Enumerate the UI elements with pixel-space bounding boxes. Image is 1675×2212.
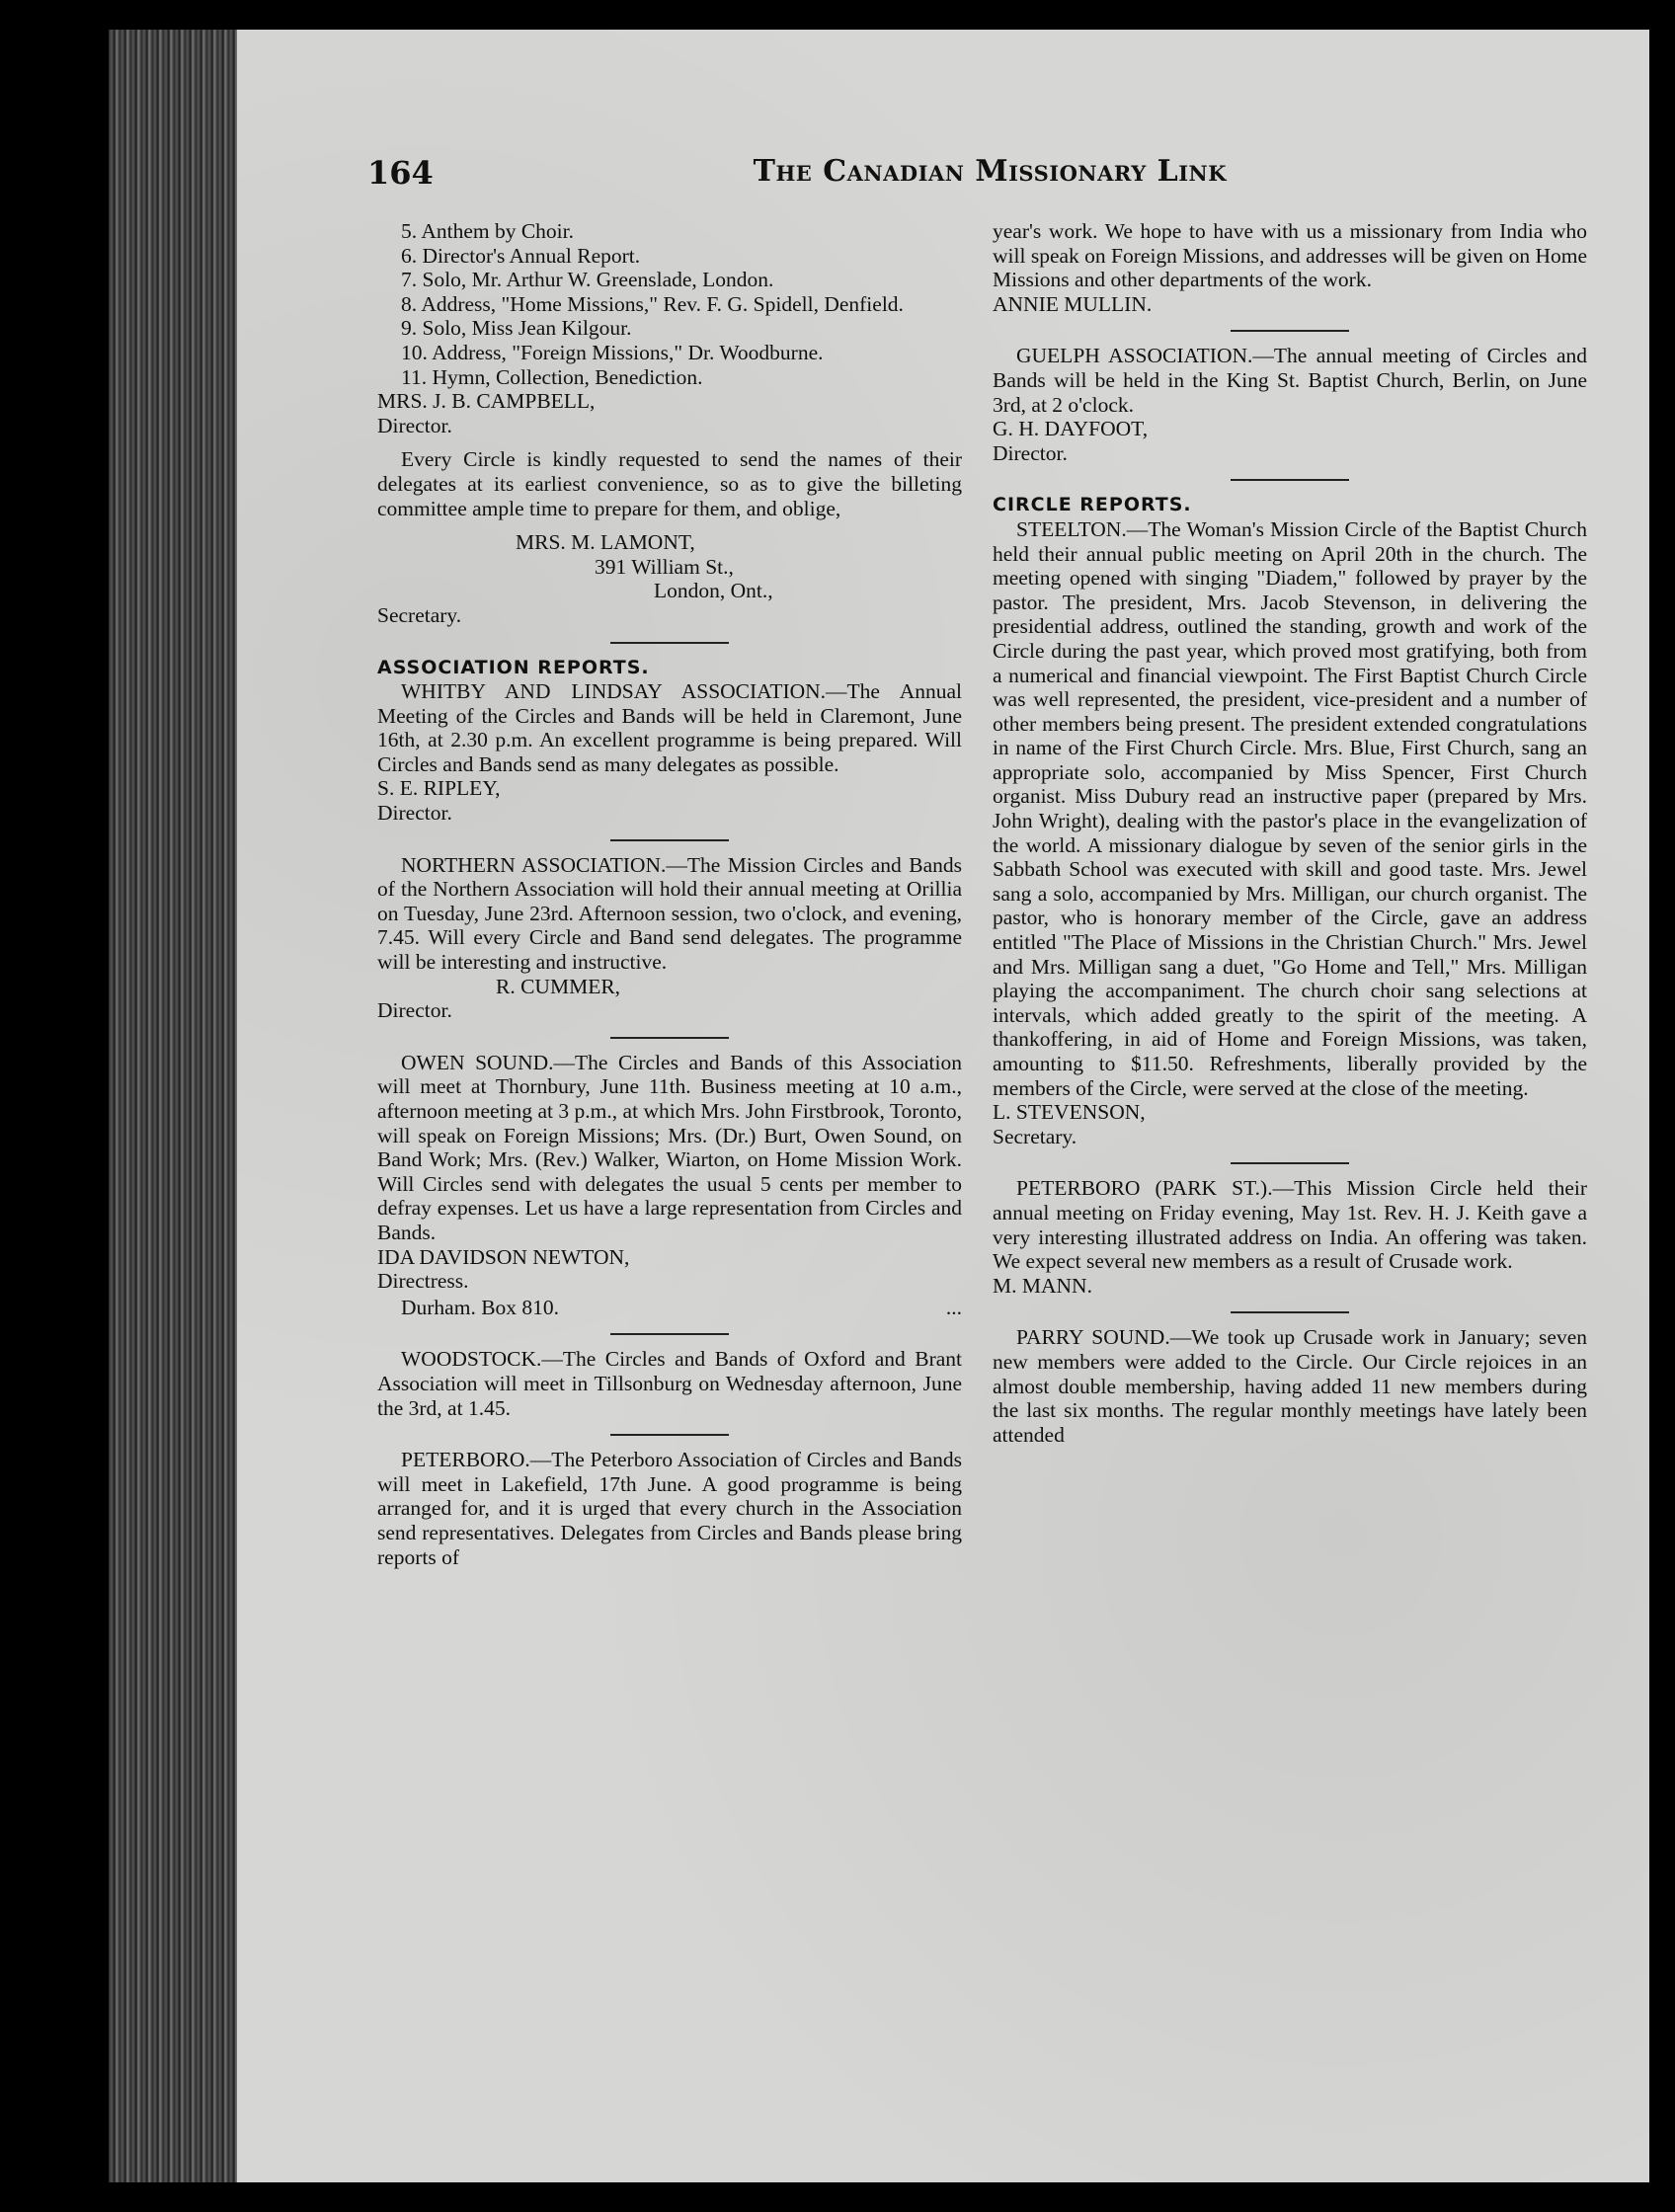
section-heading: CIRCLE REPORTS. — [993, 494, 1192, 516]
signature-title: Director. — [377, 413, 452, 437]
divider — [610, 1434, 729, 1436]
signature-name: R. CUMMER, — [496, 974, 621, 998]
signature-name: L. STEVENSON, — [993, 1100, 1146, 1125]
program-item: 5. Anthem by Choir. — [401, 219, 574, 243]
address-line: Durham. Box 810. — [401, 1295, 560, 1319]
paragraph: year's work. We hope to have with us a missionary from India who will speak on Foreign Missions, and addresses will be given on Home Missions and other departments of the work. — [993, 219, 1587, 292]
signature-title: Directress. — [377, 1269, 469, 1294]
signature-title: Director. — [377, 801, 452, 826]
signature-name: M. MANN. — [993, 1273, 1092, 1298]
paragraph: OWEN SOUND.—The Circles and Bands of this Association will meet at Thornbury, June 11th. Business meeting at 10 a.m., afternoon meeting at 3 p.m., at which Mrs. John Firstbrook, Toronto, will speak on Foreign Missions; Mrs. (Dr.) Burt, Owen Sound, on Band Work; Mrs. (Rev.) Walker, Wiarton, on Home Mission Work. Will Circles send with delegates the usual 5 cents per member to defray expenses. Let us have a large representation from Circles and Bands. — [377, 1050, 962, 1244]
divider — [1231, 479, 1349, 481]
divider — [610, 642, 729, 644]
signature-name: IDA DAVIDSON NEWTON, — [377, 1244, 630, 1269]
signature-name: G. H. DAYFOOT, — [993, 417, 1149, 441]
signature-name: S. E. RIPLEY, — [377, 776, 501, 801]
address-line: 391 William St., — [595, 554, 734, 579]
signature-name: ANNIE MULLIN. — [993, 291, 1153, 316]
paragraph: PETERBORO (PARK ST.).—This Mission Circle held their annual meeting on Friday evening, May 1st. Rev. H. J. Keith gave a very interesting illustrated address on India. An offering was taken. We expect several new members as a result of Crusade work. — [993, 1176, 1587, 1274]
program-item: 10. Address, "Foreign Missions," Dr. Woodburne. — [401, 340, 824, 364]
page-number: 164 — [367, 154, 434, 192]
divider — [1231, 1162, 1349, 1164]
journal-title: The Canadian Missionary Link — [753, 154, 1227, 189]
paragraph: STEELTON.—The Woman's Mission Circle of the Baptist Church held their annual public meeting on April 20th in the church. The meeting opened with singing "Diadem," followed by prayer by the pastor. The president, Mrs. Jacob Stevenson, in delivering the presidential address, outlined the standing, growth and work of the Circle during the past year, which proved most gratifying, both from a numerical and financial viewpoint. The First Baptist Church Circle was well represented, the president, vice-president and a number of other members being present. The president extended congratulations in name of the First Church Circle. Mrs. Blue, First Church, sang an appropriate solo, accompanied by Miss Spencer, First Church organist. Miss Dubury read an instructive paper (prepared by Mrs. John Wright), dealing with the pastor's place in the evangelization of the world. A missionary dialogue by seven of the senior girls in the Sabbath School was executed with skill and good taste. Mrs. Jewel sang a solo, accompanied by Mrs. Milligan, our church organist. The pastor, who is honorary member of the Circle, gave an address entitled "The Place of Missions in the Christian Church." Mrs. Jewel and Mrs. Milligan sang a duet, "Go Home and Tell," Mrs. Milligan playing the accompaniment. The church choir sang selections at intervals, which added greatly to the spirit of the meeting. A thankoffering, in aid of Home and Foreign Missions, was taken, amounting to $11.50. Refreshments, liberally provided by the members of the Circle, were served at the close of the meeting. — [993, 516, 1587, 1100]
ellipsis: ... — [945, 1295, 962, 1319]
section-heading: ASSOCIATION REPORTS. — [377, 656, 650, 678]
signature-title: Secretary. — [993, 1124, 1077, 1148]
program-item: 9. Solo, Miss Jean Kilgour. — [401, 316, 632, 341]
program-item: 6. Director's Annual Report. — [401, 243, 641, 268]
divider — [610, 1037, 729, 1039]
signature-title: Director. — [377, 998, 452, 1023]
paragraph: PARRY SOUND.—We took up Crusade work in January; seven new members were added to the Circle. Our Circle rejoices in an almost double membership, having added 11 new members during the last six months. The regular monthly meetings have lately been attended — [993, 1325, 1587, 1447]
signature-title: Secretary. — [377, 602, 462, 627]
divider — [1231, 1311, 1349, 1313]
divider — [610, 1333, 729, 1335]
paragraph: GUELPH ASSOCIATION.—The annual meeting of Circles and Bands will be held in the King St. Baptist Church, Berlin, on June 3rd, at 2 o'clock. — [993, 344, 1587, 417]
signature-name: MRS. J. B. CAMPBELL, — [377, 389, 596, 414]
book-binding-edge — [109, 30, 237, 2182]
address-line: London, Ont., — [654, 579, 773, 603]
paragraph: Every Circle is kindly requested to send the names of their delegates at its earliest convenience, so as to give the billeting committee ample time to prepare for them, and oblige, — [377, 447, 962, 520]
divider — [1231, 330, 1349, 332]
paragraph: PETERBORO.—The Peterboro Association of Circles and Bands will meet in Lakefield, 17th June. A good programme is being arranged for, and it is urged that every church in the Association send representatives. Delegates from Circles and Bands please bring reports of — [377, 1448, 962, 1569]
page-header — [367, 148, 1227, 198]
program-item: 8. Address, "Home Missions," Rev. F. G. Spidell, Denfield. — [401, 291, 904, 316]
right-column — [993, 219, 1587, 1447]
left-column — [377, 219, 962, 1569]
program-item: 11. Hymn, Collection, Benediction. — [401, 364, 703, 389]
signature-title: Director. — [993, 440, 1068, 465]
divider — [610, 839, 729, 841]
paragraph: WOODSTOCK.—The Circles and Bands of Oxford and Brant Association will meet in Tillsonburg on Wednesday afternoon, June the 3rd, at 1.45. — [377, 1347, 962, 1420]
paragraph: NORTHERN ASSOCIATION.—The Mission Circles and Bands of the Northern Association will hold their annual meeting at Orillia on Tuesday, June 23rd. Afternoon session, two o'clock, and evening, 7.45. Will every Circle and Band send delegates. The programme will be interesting and instructive. — [377, 852, 962, 975]
signature-name: MRS. M. LAMONT, — [516, 530, 695, 555]
paragraph: WHITBY AND LINDSAY ASSOCIATION.—The Annual Meeting of the Circles and Bands will be held in Claremont, June 16th, at 2.30 p.m. An excellent programme is being prepared. Will Circles and Bands send as many delegates as possible. — [377, 679, 962, 776]
program-item: 7. Solo, Mr. Arthur W. Greenslade, London. — [401, 268, 774, 292]
